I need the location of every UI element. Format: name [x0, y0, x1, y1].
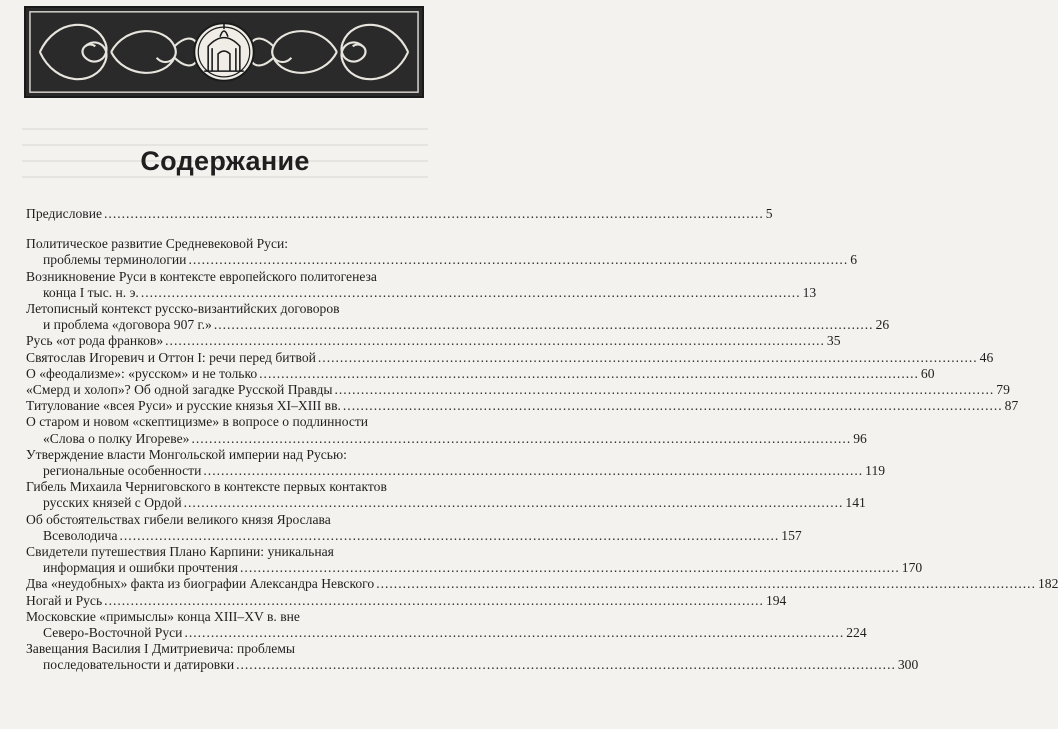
leader-dots: [184, 625, 844, 640]
toc-entry: [26, 398, 1019, 414]
leader-dots: [214, 317, 874, 332]
leader-dots: [318, 350, 978, 366]
leader-dots: [104, 206, 764, 222]
toc-entry: [26, 365, 935, 382]
toc-entry-last-line: [26, 560, 923, 576]
toc-entry-title-line: Об обстоятельствах гибели великого князя Ярослава: [26, 511, 331, 527]
toc-entry-last-line: [26, 317, 890, 333]
toc-entry-last-line: [26, 576, 1058, 592]
leader-dots: [165, 333, 825, 349]
toc-entry-last-line: [26, 284, 817, 301]
toc-entry-title-line: региональные особенности: [43, 463, 202, 479]
toc-entry-title-line: конца I тыс. н. э.: [43, 284, 139, 300]
toc-entry-title-line: Титулование «всея Руси» и русские князья XI–XIII вв.: [26, 398, 341, 414]
toc-entry-last-line: [26, 495, 866, 511]
toc-entry: [26, 349, 994, 366]
toc-entry: [26, 608, 867, 641]
toc-entry: [26, 576, 1058, 592]
leader-dots: [236, 657, 896, 672]
toc-page-number: 194: [765, 592, 787, 608]
table-of-contents: [26, 206, 1058, 674]
toc-entry: [26, 333, 841, 349]
toc-page-number: 141: [845, 495, 866, 511]
toc-entry-title-line: Политическое развитие Средневековой Руси:: [26, 236, 289, 252]
toc-entry-last-line: [26, 349, 994, 366]
leader-dots: [191, 431, 851, 446]
leader-dots: [335, 382, 995, 398]
toc-entry-title-line: Два «неудобных» факта из биографии Александра Невского: [26, 576, 375, 592]
toc-entry-title-line: Всеволодича: [43, 527, 118, 543]
toc-entry: [26, 446, 886, 479]
toc-entry-title-line: и проблема «договора 907 г.»: [43, 317, 212, 333]
toc-entry-title-line: Гибель Михаила Черниговского в контексте первых контактов: [26, 479, 387, 495]
toc-entry-last-line: [26, 625, 867, 641]
leader-dots: [376, 576, 1036, 592]
toc-entry-title-line: Московские «примыслы» конца XIII–XV в. вне: [26, 608, 300, 624]
toc-entry-title-line: О старом и новом «скептицизме» в вопросе о подлинности: [26, 414, 369, 430]
leader-dots: [120, 528, 780, 543]
toc-page-number: 170: [901, 560, 923, 576]
toc-entry-last-line: [26, 365, 935, 382]
ornamental-header-banner: [24, 6, 424, 98]
toc-page-number: 79: [996, 382, 1010, 398]
leader-dots: [240, 560, 900, 575]
leader-dots: [203, 463, 863, 478]
toc-page-number: 87: [1004, 398, 1019, 414]
toc-page-number: 6: [850, 252, 858, 268]
toc-page-number: 46: [979, 349, 994, 365]
toc-entry-last-line: [26, 252, 858, 268]
toc-entry: [26, 206, 773, 222]
spacer: [26, 222, 426, 236]
toc-page-number: 26: [875, 317, 890, 333]
toc-entry-title-line: «Смерд и холоп»? Об одной загадке Русской Правды: [26, 382, 333, 398]
toc-entry-title-line: Утверждение власти Монгольской империи над Русью:: [26, 446, 347, 462]
toc-page-number: 300: [897, 657, 919, 673]
toc-entry: [26, 382, 1010, 398]
toc-entry-title-line: Предисловие: [26, 206, 103, 221]
toc-entry: [26, 301, 890, 333]
toc-entry-title-line: проблемы терминологии: [43, 252, 187, 268]
toc-entry-title-line: О «феодализме»: «русском» и не только: [26, 365, 258, 381]
toc-entry: [26, 641, 919, 673]
toc-entry-last-line: [26, 206, 773, 222]
leader-dots: [184, 495, 844, 510]
toc-entry-last-line: [26, 333, 841, 349]
toc-entry-title-line: Ногай и Русь: [26, 592, 103, 608]
toc-page-number: 5: [765, 206, 773, 221]
toc-entry: [26, 544, 923, 576]
toc-entry-title-line: «Слова о полку Игореве»: [43, 430, 190, 446]
toc-page-number: 35: [826, 333, 841, 349]
leader-dots: [259, 366, 919, 382]
toc-entry-last-line: [26, 527, 802, 544]
toc-entry-title-line: Северо-Восточной Руси: [43, 625, 183, 641]
page-title: Содержание: [140, 146, 310, 176]
toc-entry-title-line: информация и ошибки прочтения: [43, 560, 239, 576]
toc-entry: [26, 479, 866, 511]
toc-entry: [26, 236, 858, 268]
toc-entry: [26, 268, 817, 301]
toc-entry: [26, 414, 867, 446]
toc-entry-title-line: русских князей с Ордой: [43, 495, 182, 511]
leader-dots: [188, 252, 848, 267]
toc-entry-title-line: Летописный контекст русско-византийских договоров: [26, 301, 340, 317]
toc-entry-title-line: Русь «от рода франков»: [26, 333, 164, 349]
toc-entry-last-line: [26, 657, 919, 673]
toc-page-number: 182: [1037, 576, 1058, 592]
toc-page-number: 60: [920, 365, 935, 381]
toc-entry-last-line: [26, 592, 787, 609]
toc-entry-last-line: [26, 382, 1010, 398]
toc-entry-last-line: [26, 430, 867, 447]
toc-entry-title-line: Возникновение Руси в контексте европейского политогенеза: [26, 268, 377, 284]
toc-entry-title-line: Свидетели путешествия Плано Карпини: уникальная: [26, 544, 334, 560]
toc-entry: [26, 511, 802, 544]
leader-dots: [343, 398, 1003, 414]
toc-entry-title-line: Завещания Василия I Дмитриевича: проблемы: [26, 641, 296, 657]
toc-entry-last-line: [26, 398, 1019, 414]
toc-page-number: 13: [802, 284, 817, 300]
toc-entry-last-line: [26, 463, 886, 479]
toc-page-number: 96: [853, 430, 867, 446]
ornament-icon: [26, 8, 422, 96]
toc-page-number: 119: [865, 463, 886, 479]
toc-page-number: 224: [846, 625, 867, 641]
toc-entry-title-line: Святослав Игоревич и Оттон I: речи перед битвой: [26, 349, 316, 365]
leader-dots: [104, 593, 764, 609]
toc-page-number: 157: [781, 527, 802, 543]
toc-entry-title-line: последовательности и датировки: [43, 657, 235, 673]
leader-dots: [141, 285, 801, 300]
toc-entry: [26, 592, 787, 609]
